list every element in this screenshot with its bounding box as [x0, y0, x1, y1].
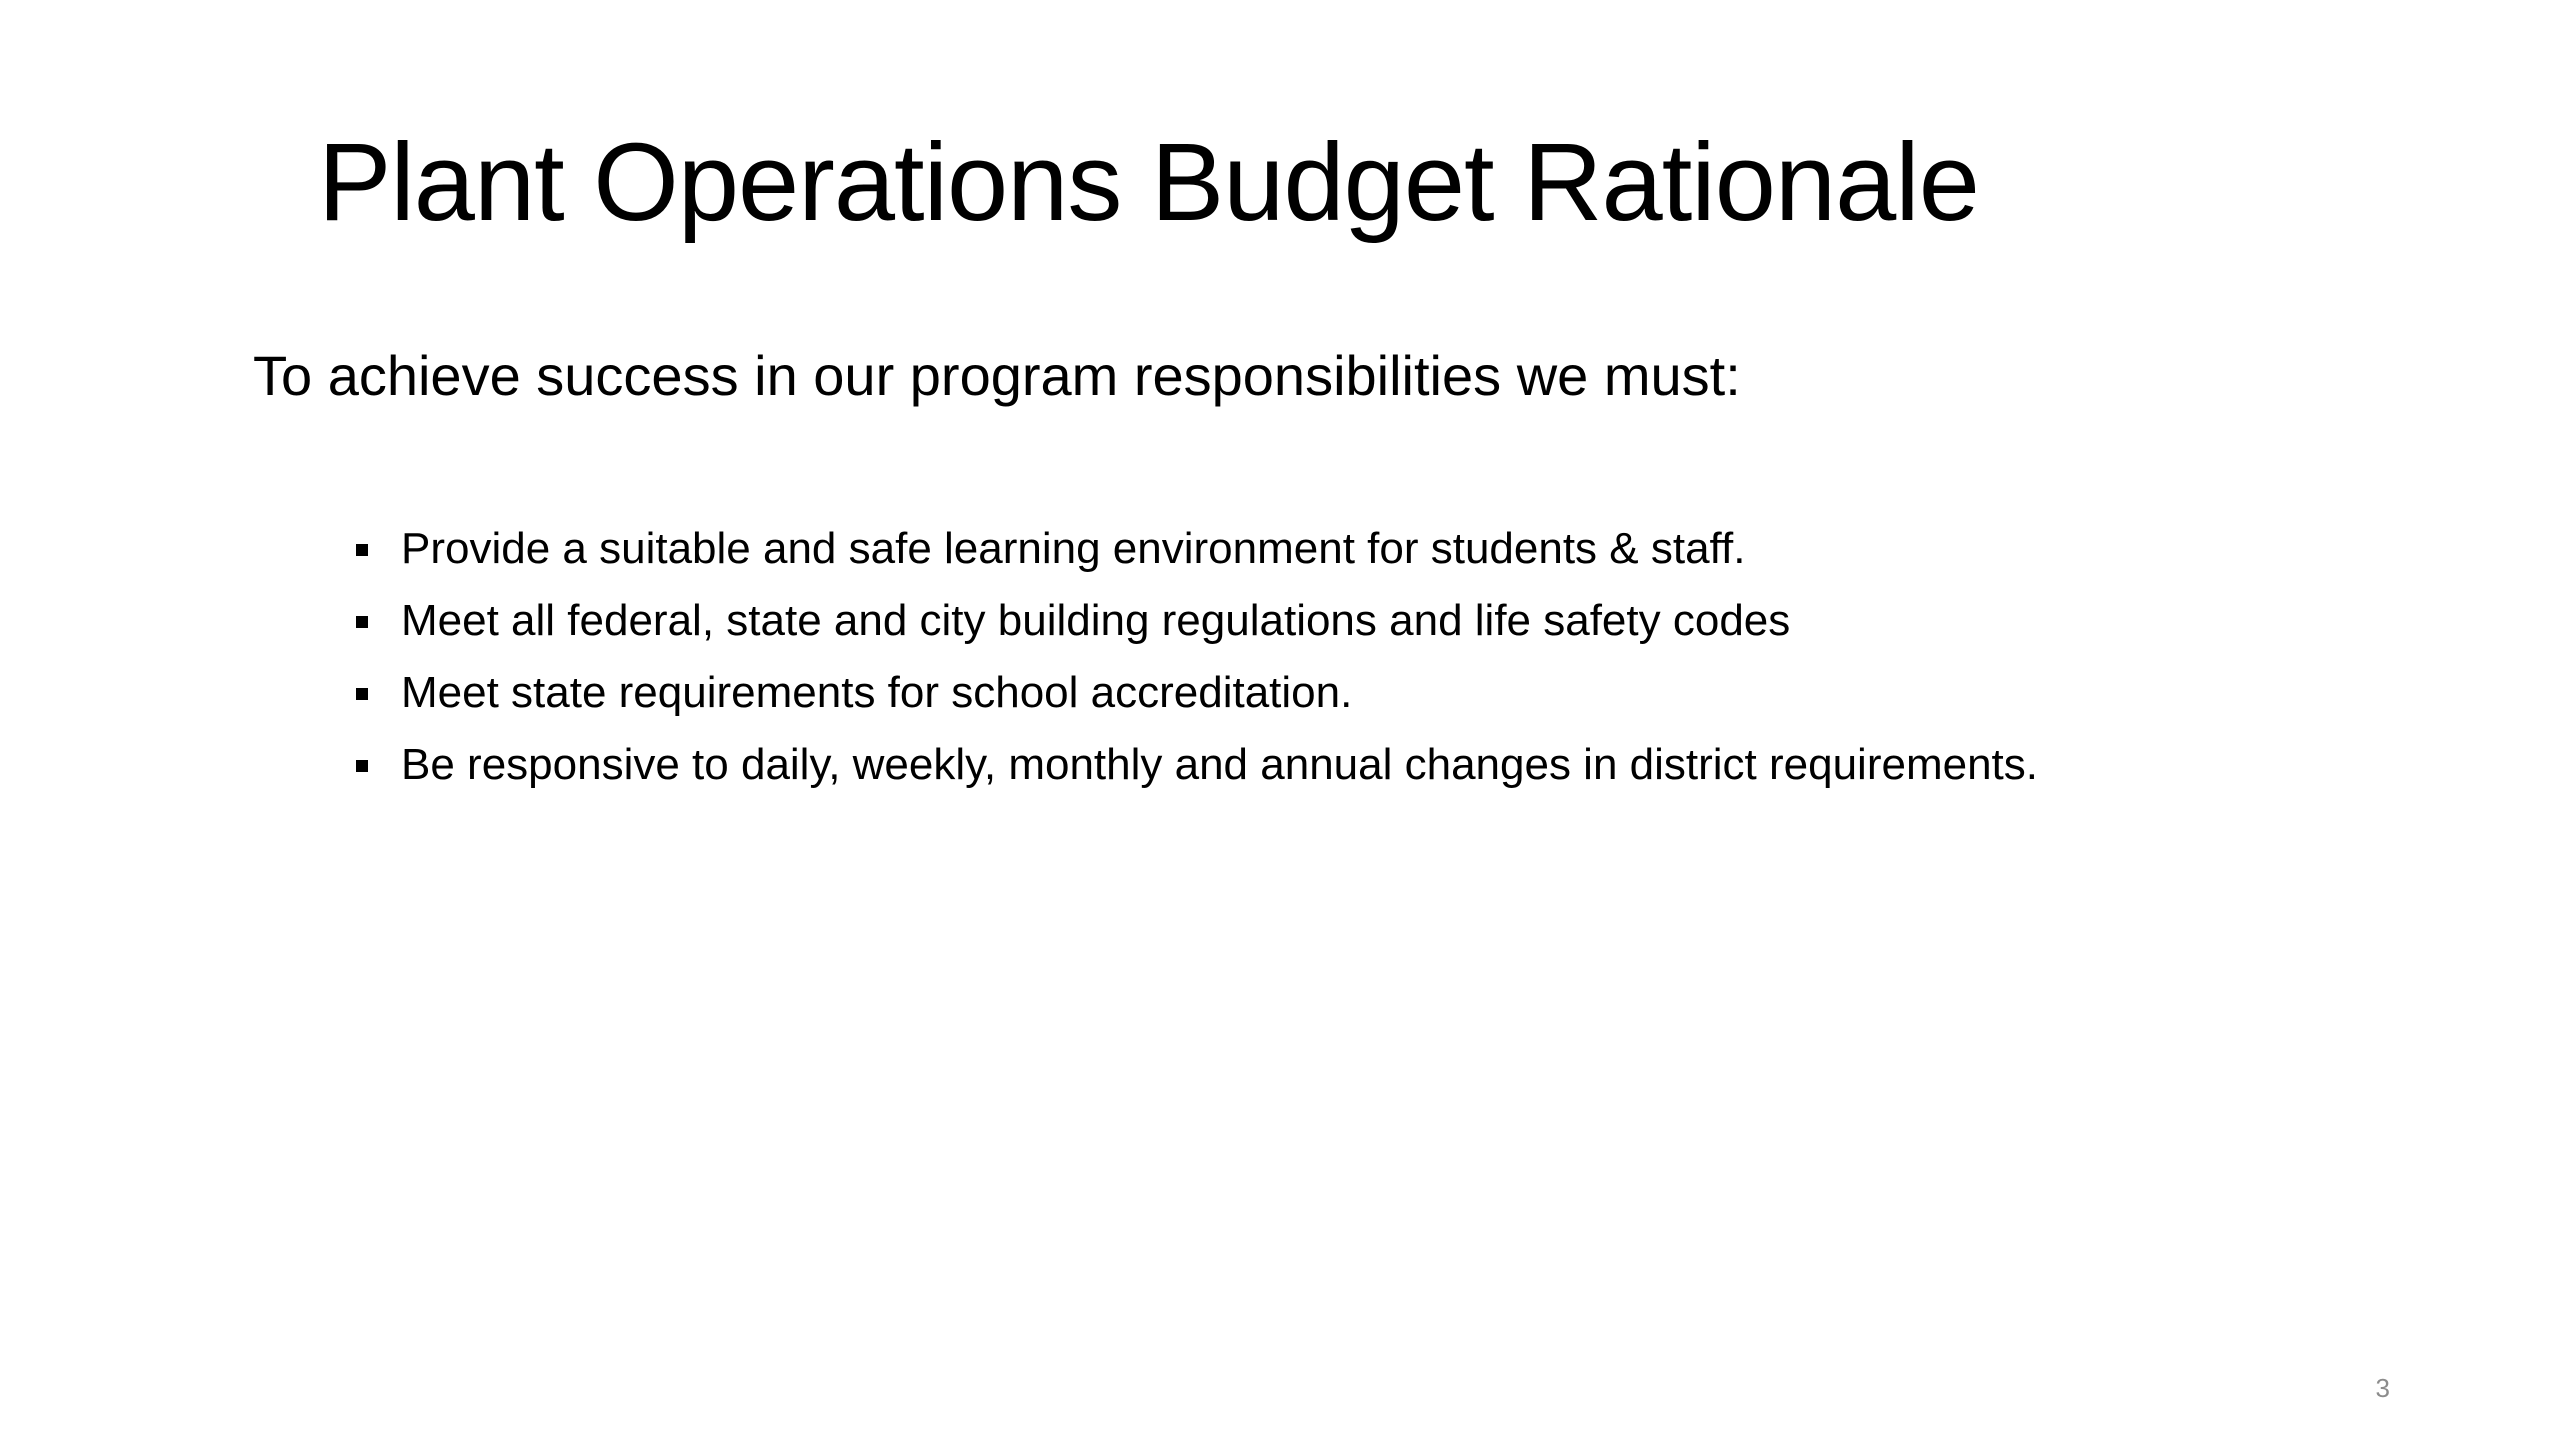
- slide-title: Plant Operations Budget Rationale: [318, 121, 1979, 244]
- square-bullet-icon: [356, 544, 368, 556]
- bullet-list: [356, 520, 2056, 808]
- list-item: [356, 736, 2056, 794]
- square-bullet-icon: [356, 760, 368, 772]
- list-item: [356, 520, 2056, 578]
- bullet-text: Provide a suitable and safe learning environment for students & staff.: [401, 524, 1746, 573]
- bullet-text: Be responsive to daily, weekly, monthly and annual changes in district requirements.: [401, 740, 2039, 789]
- square-bullet-icon: [356, 688, 368, 700]
- square-bullet-icon: [356, 616, 368, 628]
- bullet-text: Meet state requirements for school accreditation.: [401, 668, 1353, 717]
- list-item: [356, 592, 2056, 650]
- bullet-text: Meet all federal, state and city building regulations and life safety codes: [401, 596, 1791, 645]
- slide-number: 3: [2375, 1373, 2390, 1403]
- list-item: [356, 664, 2056, 722]
- intro-text: To achieve success in our program responsibilities we must:: [253, 344, 1741, 407]
